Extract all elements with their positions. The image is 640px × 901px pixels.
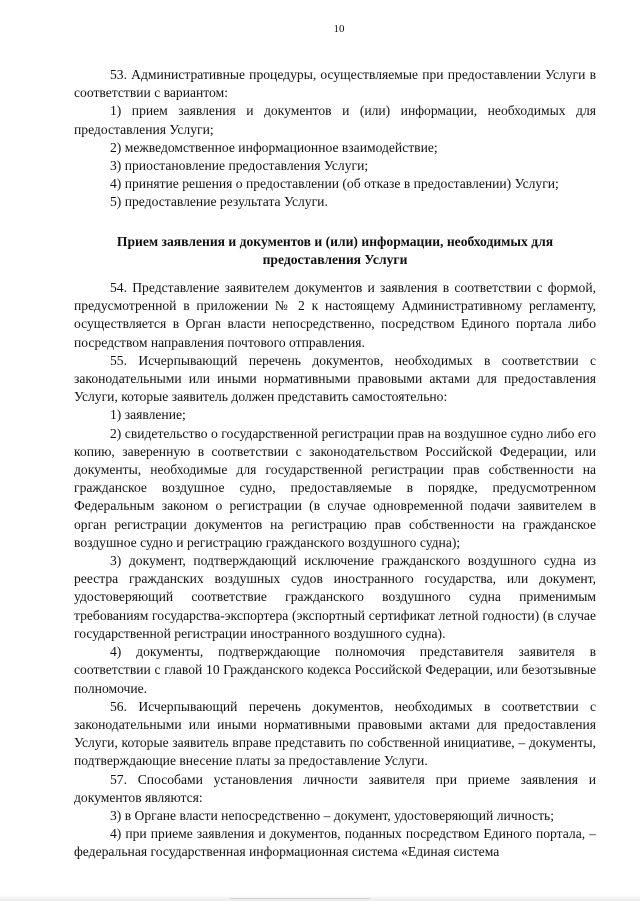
paragraph-57-item-4: 4) при приеме заявления и документов, поданных посредством Единого портала, – федеральная государственная информационная система «Единая система xyxy=(74,826,596,860)
scan-artifact-line xyxy=(230,898,370,899)
section-heading: Прием заявления и документов и (или) информации, необходимых для предоставления Услуги xyxy=(116,233,554,267)
paragraph-55-item-1: 1) заявление; xyxy=(110,407,186,423)
paragraph-53: 53. Административные процедуры, осуществляемые при предоставлении Услуги в соответствии с вариантом: xyxy=(74,67,596,101)
paragraph-55-item-2: 2) свидетельство о государственной регистрации прав на воздушное судно либо его копию, заверенную в соответствии с законодательством Российской Федерации, или документы, необходимые для государственной регистрации прав собственности на гражданское воздушное судно, предоставляемые в порядке, предусмотренном Федеральным законом о регистрации (в случае одновременной подачи заявителем в орган регистрации документов на регистрацию прав собственности на гражданское воздушное судно и регистрацию гражданского воздушного судна); xyxy=(74,425,596,550)
procedures-list xyxy=(74,66,596,212)
section-body xyxy=(74,279,596,862)
list-item-3: 3) приостановление предоставления Услуги; xyxy=(110,158,369,174)
paragraph-55: 55. Исчерпывающий перечень документов, необходимых в соответствии с законодательными или иными нормативными правовыми актами для предоставления Услуги, которые заявитель должен представить самостоятельно: xyxy=(74,352,596,405)
paragraph-57: 57. Способами установления личности заявителя при приеме заявления и документов являются: xyxy=(74,771,596,805)
list-item-2: 2) межведомственное информационное взаимодействие; xyxy=(110,139,438,155)
paragraph-57-item-3: 3) в Органе власти непосредственно – документ, удостоверяющий личность; xyxy=(110,807,554,823)
paragraph-55-item-4: 4) документы, подтверждающие полномочия представителя заявителя в соответствии с главой 10 Гражданского кодекса Российской Федерации, или безотзывные полномочие. xyxy=(74,644,596,696)
list-item-4: 4) принятие решения о предоставлении (об отказе в предоставлении) Услуги; xyxy=(110,176,559,192)
paragraph-56: 56. Исчерпывающий перечень документов, необходимых в соответствии с законодательными или иными нормативными правовыми актами для предоставления Услуги, которые заявитель вправе представить по собственной инициативе, – документы, подтверждающие внесение платы за предоставление Услуги. xyxy=(74,698,596,769)
list-item-1: 1) прием заявления и документов и (или) информации, необходимых для предоставления Услуги; xyxy=(74,103,596,137)
list-item-5: 5) предоставление результата Услуги. xyxy=(110,194,328,210)
page-number: 10 xyxy=(333,23,345,35)
paragraph-55-item-3: 3) документ, подтверждающий исключение гражданского воздушного судна из реестра гражданских воздушных судов иностранного государства, или документ, удостоверяющий соответствие гражданского воздушного судна применимым требованиям государства-экспортера (экспортный сертификат летной годности) (в случае государственной регистрации иностранного воздушного судна). xyxy=(74,553,596,641)
paragraph-54: 54. Представление заявителем документов и заявления в соответствии с формой, предусмотренной в приложении № 2 к настоящему Административному регламенту, осуществляется в Орган власти непосредственно, посредством Единого портала либо посредством направления почтового отправления. xyxy=(74,280,596,350)
